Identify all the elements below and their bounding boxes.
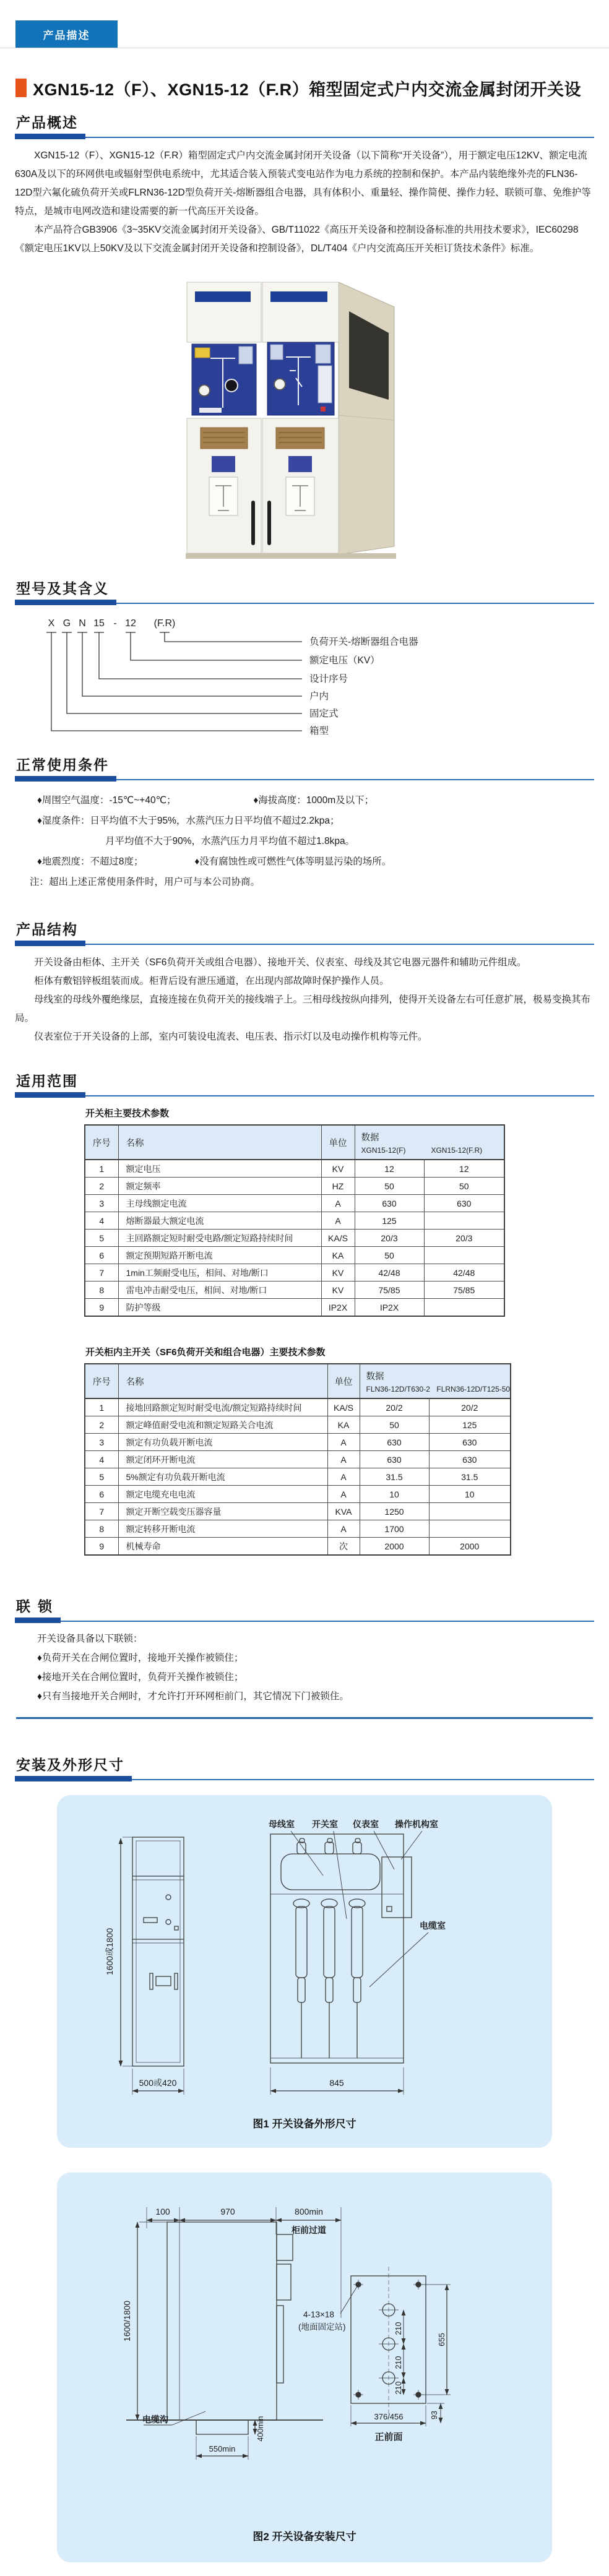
section-heading: 安装及外形尺寸 [15, 1754, 132, 1781]
model-label: 箱型 [309, 726, 329, 736]
page-title-row [0, 75, 609, 100]
table-cell: KVA [327, 1503, 360, 1520]
model-code-part: X [48, 618, 55, 629]
model-column-fr: FLRN36-12D/T125-50 [436, 1384, 511, 1394]
table-cell: 50 [355, 1247, 424, 1264]
figure2-caption: 图2 开关设备安装尺寸 [253, 2531, 356, 2543]
table-row [85, 1282, 504, 1299]
condition-item: ♦没有腐蚀性或可燃性气体等明显污染的场所。 [194, 856, 392, 867]
col-header-unit: 单位 [327, 1364, 360, 1398]
data-label: 数据 [366, 1371, 384, 1382]
table-cell: 额定预期短路开断电流 [118, 1247, 321, 1264]
interlock-item: ♦负荷开关在合闸位置时，接地开关操作被锁住； [37, 1653, 244, 1663]
fig2-dim-376-456: 376/456 [374, 2412, 404, 2421]
table-row [85, 1212, 504, 1230]
table-cell: 额定开断空载变压器容量 [118, 1503, 327, 1520]
col-header-data [360, 1364, 511, 1398]
table-cell: 75/85 [424, 1282, 504, 1299]
table-cell: 额定峰值耐受电流和额定短路关合电流 [118, 1416, 327, 1434]
table-cell: 次 [327, 1538, 360, 1556]
fig1-dim-depth: 845 [329, 2078, 344, 2088]
table-cell: 630 [424, 1195, 504, 1212]
model-label: 设计序号 [309, 674, 348, 684]
col-header-name: 名称 [118, 1364, 327, 1398]
fig2-label-front-face: 正前面 [374, 2432, 403, 2442]
table-cell: KV [321, 1282, 355, 1299]
title-orange-marker [15, 79, 27, 97]
condition-item: ♦地震烈度：不超过8度； [37, 856, 144, 867]
fig2-label-aisle: 柜前过道 [292, 2225, 326, 2235]
section-overview-head [15, 111, 594, 139]
table-cell: 额定转移开断电流 [118, 1520, 327, 1538]
fig2-dim-800min: 800min [295, 2207, 323, 2216]
interlock-item: ♦接地开关在合闸位置时，负荷开关操作被锁住； [37, 1672, 244, 1682]
table2-title: 开关柜内主开关（SF6负荷开关和组合电器）主要技术参数 [85, 1347, 326, 1358]
table-cell: 5 [85, 1468, 118, 1486]
fig2-dim-height: 1600/1800 [122, 2300, 132, 2342]
main-switch-parameters-table [84, 1363, 511, 1556]
table-cell: 31.5 [360, 1468, 429, 1486]
table-row [85, 1398, 511, 1416]
fig1-dim-height: 1600或1800 [105, 1928, 114, 1976]
condition-item: ♦湿度条件：日平均值不大于95%，水蒸汽压力日平均值不超过2.2kpa； [37, 816, 340, 826]
table-cell: 主回路额定短时耐受电路/额定短路持续时间 [118, 1230, 321, 1247]
table-cell: 8 [85, 1282, 118, 1299]
fig2-dim-655: 655 [437, 2333, 446, 2346]
overview-paragraph-2: 本产品符合GB3906《3~35KV交流金属封闭开关设备》、GB/T11022《高压开关设备和控制设备标准的共用技术要求》，IEC60298《额定电压1KV以上50KV及以下交流金属封闭开关设备和控制设备》，DL/T404《户内交流高压开关柜订货技术条件》标准。 [15, 225, 579, 254]
table-row [85, 1416, 511, 1434]
table-cell: 1 [85, 1160, 118, 1178]
figure1-drawing [57, 1795, 552, 2145]
model-designation-diagram [30, 614, 475, 739]
table-row [85, 1195, 504, 1212]
table-cell: 接地回路额定短时耐受电流/额定短路持续时间 [118, 1398, 327, 1416]
table-cell: 50 [424, 1178, 504, 1195]
table-cell: 雷电冲击耐受电压，相间、对地/断口 [118, 1282, 321, 1299]
product-photo [175, 273, 434, 564]
table-row [85, 1538, 511, 1556]
table-cell: 6 [85, 1247, 118, 1264]
structure-paragraphs [15, 954, 594, 1046]
switchgear-parameters-table [84, 1124, 505, 1317]
model-code-part: 15 [93, 618, 105, 629]
fig1-label-busbar-room: 母线室 [269, 1819, 295, 1829]
table-cell: 7 [85, 1503, 118, 1520]
fig2-dim-970: 970 [220, 2207, 235, 2216]
table-header-row [85, 1364, 511, 1398]
table-cell: 6 [85, 1486, 118, 1503]
model-label: 额定电压（KV） [309, 655, 380, 666]
section-underline [116, 779, 594, 780]
table-row [85, 1503, 511, 1520]
table-cell: KA [321, 1247, 355, 1264]
table-cell: 1700 [360, 1520, 429, 1538]
table-cell: 1min工频耐受电压，相间、对地/断口 [118, 1264, 321, 1282]
table-row [85, 1486, 511, 1503]
table-cell: 5%额定有功负载开断电流 [118, 1468, 327, 1486]
table-cell: A [327, 1451, 360, 1468]
model-column-f: FLN36-12D/T630-2 [366, 1384, 430, 1394]
section-interlock-head [15, 1595, 594, 1623]
structure-paragraph: 母线室的母线外覆绝缘层，直接连接在负荷开关的接线端子上。三相母线按纵向排列，使得开关设备左右可任意扩展，极易变换其布局。 [15, 994, 591, 1023]
condition-row [15, 831, 594, 851]
col-header-no: 序号 [85, 1364, 118, 1398]
fig2-dim-210: 210 [394, 2356, 403, 2369]
figure2-panel [57, 2173, 552, 2562]
table-cell: 额定频率 [118, 1178, 321, 1195]
table-cell: 125 [429, 1416, 511, 1434]
tab-label: 产品描述 [43, 29, 90, 41]
table-cell: A [321, 1195, 355, 1212]
table-cell: 630 [360, 1434, 429, 1451]
model-code-part: (F.R) [153, 618, 176, 629]
table-cell: 630 [429, 1434, 511, 1451]
section-heading: 产品结构 [15, 918, 85, 946]
model-label: 固定式 [309, 709, 339, 719]
model-label: 户内 [309, 691, 329, 702]
table-cell: 50 [360, 1416, 429, 1434]
model-column-f: XGN15-12(F) [361, 1145, 406, 1155]
page-title: XGN15-12（F）、XGN15-12（F.R）箱型固定式户内交流金属封闭开关设 [33, 80, 582, 99]
fig2-dim-210: 210 [394, 2322, 403, 2335]
table-row [85, 1247, 504, 1264]
table-cell: 1 [85, 1398, 118, 1416]
table-cell: 机械寿命 [118, 1538, 327, 1556]
interlock-intro: 开关设备具备以下联锁： [37, 1634, 143, 1644]
col-header-unit: 单位 [321, 1125, 355, 1160]
fig1-label-switch-room: 开关室 [312, 1819, 338, 1829]
col-header-data [355, 1125, 504, 1160]
fig2-dim-93: 93 [430, 2411, 439, 2419]
section-heading: 产品概述 [15, 111, 85, 139]
section-heading: 联 锁 [15, 1595, 61, 1623]
tab-product-description[interactable] [15, 20, 118, 48]
structure-paragraph: 仪表室位于开关设备的上部，室内可装设电流表、电压表、指示灯以及电动操作机构等元件。 [34, 1032, 428, 1042]
condition-item: ♦海拔高度：1000m及以下； [253, 795, 374, 806]
table-cell: 5 [85, 1230, 118, 1247]
table-cell: 630 [355, 1195, 424, 1212]
table-cell: HZ [321, 1178, 355, 1195]
table-cell: A [327, 1434, 360, 1451]
table-cell: IP2X [321, 1299, 355, 1317]
section-underline [116, 603, 594, 604]
table-cell: 20/3 [424, 1230, 504, 1247]
table-cell: 31.5 [429, 1468, 511, 1486]
overview-paragraph-1: XGN15-12（F）、XGN15-12（F.R）箱型固定式户内交流金属封闭开关设备（以下简称“开关设备”），用于额定电压12KV、额定电流630A及以下的环网供电或辐射型供电系统中，尤其适合装入预装式变电站作为电力系统的控制和保护。本产品内装绝缘外壳的FLN36-12D型六氟化硫负荷开关或FLRN36-12D型负荷开关-熔断器组合电器，具有体积小、重量轻、操作简便、操作力轻、联锁可靠、免维护等特点，是城市电网改造和建设需要的新一代高压开关设备。 [15, 150, 591, 217]
section-install-head [15, 1754, 594, 1781]
table-cell: 42/48 [355, 1264, 424, 1282]
fig2-dim-210: 210 [394, 2381, 403, 2395]
fig2-dim-550min: 550min [209, 2444, 236, 2453]
fig2-dim-400min: 400min [256, 2416, 265, 2442]
figure1-panel [57, 1795, 552, 2148]
figure1-caption: 图1 开关设备外形尺寸 [253, 2118, 356, 2130]
table-row [85, 1299, 504, 1317]
table-cell: 75/85 [355, 1282, 424, 1299]
condition-item: ♦周围空气温度：-15℃~+40℃； [37, 795, 176, 806]
table-cell: 4 [85, 1451, 118, 1468]
table-cell: 125 [355, 1212, 424, 1230]
table-cell: A [327, 1486, 360, 1503]
table-cell: 10 [360, 1486, 429, 1503]
table-cell: 630 [360, 1451, 429, 1468]
table-cell [429, 1503, 511, 1520]
structure-paragraph: 开关设备由柜体、主开关（SF6负荷开关或组合电器）、接地开关、仪表室、母线及其它电器元器件和辅助元件组成。 [34, 957, 527, 968]
section-heading: 正常使用条件 [15, 754, 116, 782]
table-cell: 2000 [429, 1538, 511, 1556]
table-cell [424, 1299, 504, 1317]
table-cell: 2 [85, 1178, 118, 1195]
table-cell: KV [321, 1264, 355, 1282]
table1-body [85, 1160, 504, 1316]
top-tab-bar [0, 0, 609, 48]
table-cell: 1250 [360, 1503, 429, 1520]
model-label: 负荷开关-熔断器组合电器 [309, 637, 418, 647]
table-cell: 3 [85, 1195, 118, 1212]
table1-title: 开关柜主要技术参数 [85, 1108, 170, 1119]
table-cell: 2 [85, 1416, 118, 1434]
table-row [85, 1230, 504, 1247]
table-cell: A [327, 1520, 360, 1538]
fig1-label-meter-room: 仪表室 [353, 1819, 379, 1829]
model-code-part: 12 [125, 618, 136, 629]
table-cell: 20/3 [355, 1230, 424, 1247]
table-row [85, 1178, 504, 1195]
table-cell: KA [327, 1416, 360, 1434]
bottom-spacer [0, 2562, 609, 2570]
table-cell: 630 [429, 1451, 511, 1468]
table-cell: 50 [355, 1178, 424, 1195]
table-row [85, 1434, 511, 1451]
table-cell: KA/S [321, 1230, 355, 1247]
table-cell: 20/2 [360, 1398, 429, 1416]
fig2-label-holes-note: (地面固定站) [298, 2322, 346, 2332]
table-cell: A [327, 1468, 360, 1486]
section-scope-head [15, 1070, 594, 1098]
fig1-label-mechanism-room: 操作机构室 [395, 1819, 438, 1829]
condition-item: 月平均值不大于90%，水蒸汽压力月平均值不超过1.8kpa。 [105, 836, 355, 846]
table-cell [424, 1247, 504, 1264]
condition-row [15, 851, 594, 872]
table-cell: 7 [85, 1264, 118, 1282]
fig2-dim-100: 100 [155, 2207, 170, 2216]
table-row [85, 1160, 504, 1178]
section-conditions-head [15, 754, 594, 782]
fig2-label-holes: 4-13×18 [303, 2310, 334, 2319]
model-column-fr: XGN15-12(F.R) [431, 1145, 483, 1155]
condition-row [15, 811, 594, 831]
table-cell: 熔断器最大额定电流 [118, 1212, 321, 1230]
structure-paragraph: 柜体有敷铝锌板组装而成。柜背后设有泄压通道，在出现内部故障时保护操作人员。 [34, 976, 389, 986]
fig1-dim-width: 500或420 [139, 2078, 177, 2088]
table-cell: 10 [429, 1486, 511, 1503]
model-code-part: G [63, 618, 71, 629]
section-underline [61, 1621, 594, 1622]
table-cell: 额定电压 [118, 1160, 321, 1178]
model-code-part: N [79, 618, 86, 629]
table-cell [424, 1212, 504, 1230]
table-cell: 额定电缆充电电流 [118, 1486, 327, 1503]
interlock-item: ♦只有当接地开关合闸时，才允许打开环网柜前门，其它情况下门被锁住。 [37, 1691, 349, 1702]
table-row [85, 1264, 504, 1282]
table-cell: 9 [85, 1538, 118, 1556]
table-header-row [85, 1125, 504, 1160]
data-label: 数据 [361, 1132, 379, 1143]
table-cell: KV [321, 1160, 355, 1178]
table-cell: 8 [85, 1520, 118, 1538]
table2-body [85, 1398, 511, 1555]
section-divider [16, 1717, 593, 1719]
section-underline [85, 1095, 594, 1096]
table-cell: 2000 [360, 1538, 429, 1556]
table-cell: 主母线额定电流 [118, 1195, 321, 1212]
table-cell: KA/S [327, 1398, 360, 1416]
figure2-drawing [57, 2173, 552, 2559]
fig1-label-cable-room: 电缆室 [420, 1921, 446, 1931]
table-cell: 12 [424, 1160, 504, 1178]
section-heading: 型号及其含义 [15, 577, 116, 605]
table-row [85, 1520, 511, 1538]
conditions-list [15, 790, 594, 892]
fig2-label-trench: 电缆沟 [142, 2414, 168, 2424]
table-row [85, 1451, 511, 1468]
col-header-no: 序号 [85, 1125, 118, 1160]
section-heading: 适用范围 [15, 1070, 85, 1098]
table-cell: 额定闭环开断电流 [118, 1451, 327, 1468]
table-cell [429, 1520, 511, 1538]
section-underline [85, 137, 594, 138]
table-cell: 3 [85, 1434, 118, 1451]
condition-note: 注：超出上述正常使用条件时，用户可与本公司协商。 [30, 877, 261, 887]
model-code-part: - [113, 618, 117, 629]
table-cell: 防护等级 [118, 1299, 321, 1317]
table-cell: IP2X [355, 1299, 424, 1317]
table-row [85, 1468, 511, 1486]
section-underline [85, 944, 594, 945]
section-structure-head [15, 918, 594, 946]
table-cell: 12 [355, 1160, 424, 1178]
table-cell: 42/48 [424, 1264, 504, 1282]
table-cell: 9 [85, 1299, 118, 1317]
condition-row [15, 790, 594, 811]
table-cell: 20/2 [429, 1398, 511, 1416]
table-cell: 4 [85, 1212, 118, 1230]
col-header-name: 名称 [118, 1125, 321, 1160]
section-model-head [15, 577, 594, 605]
interlock-list [15, 1629, 594, 1706]
table-cell: A [321, 1212, 355, 1230]
table-cell: 额定有功负载开断电流 [118, 1434, 327, 1451]
overview-paragraphs [15, 147, 594, 258]
section-underline [132, 1779, 594, 1780]
